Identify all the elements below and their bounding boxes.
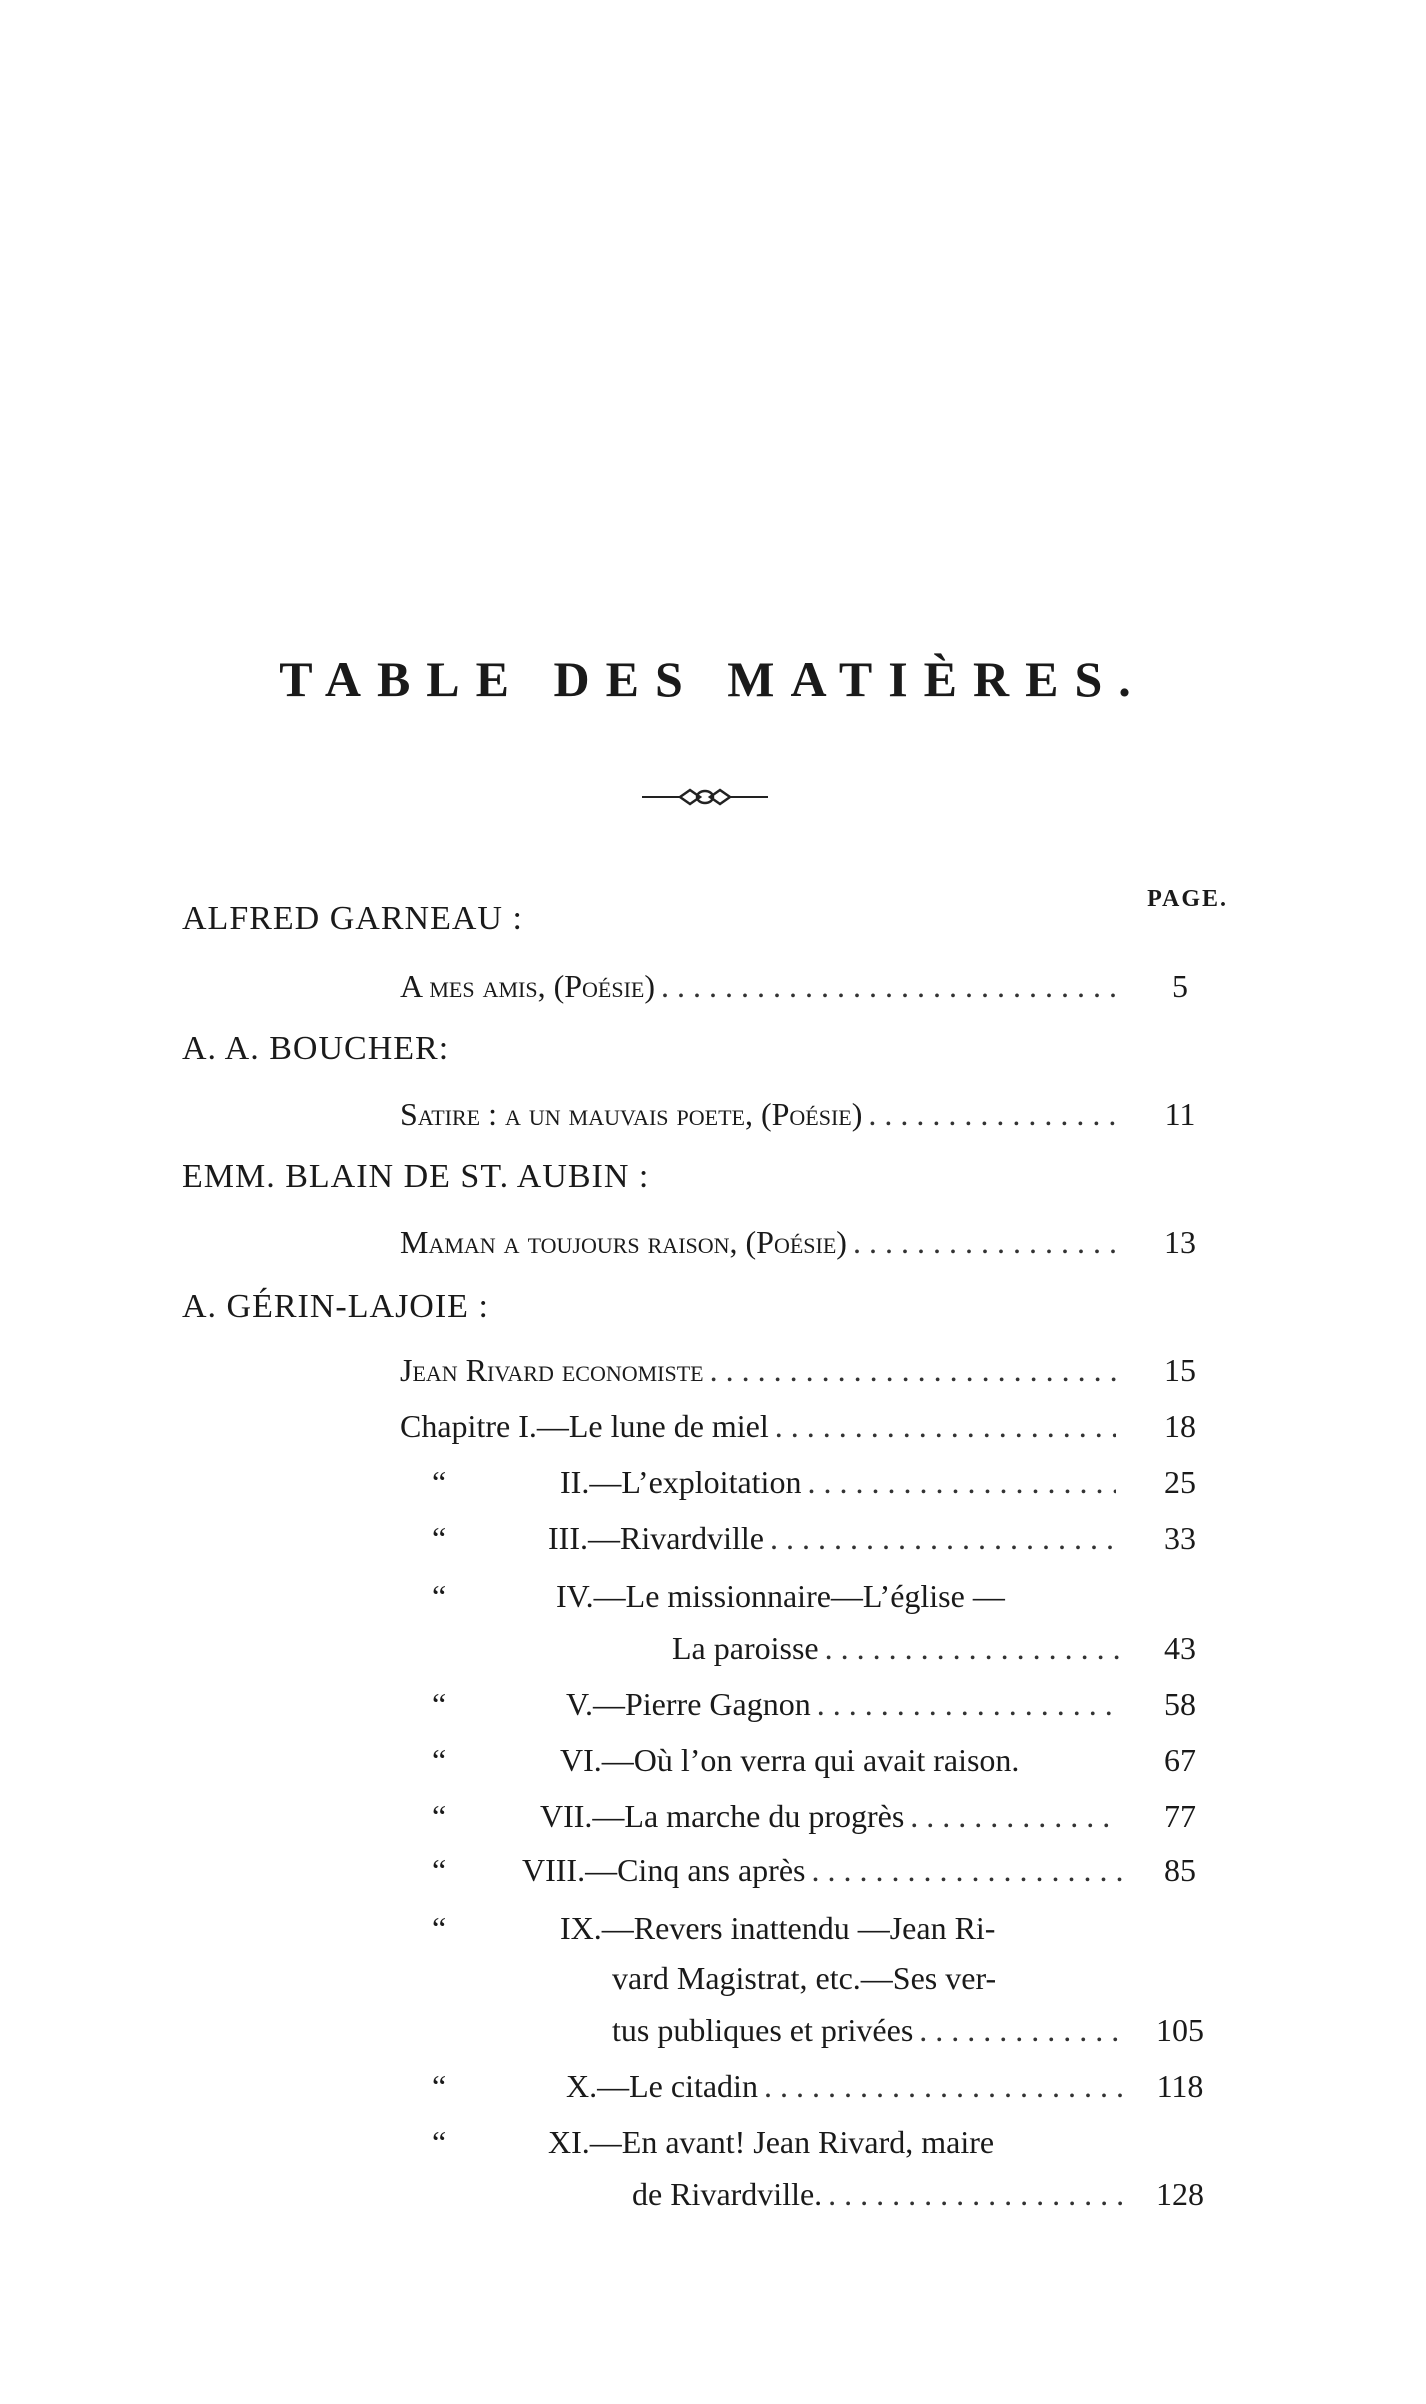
entry-page-number: 43	[1164, 1630, 1196, 1666]
ornament-divider-icon	[640, 786, 770, 808]
chapter-title-line: vard Magistrat, etc.—Ses ver-	[612, 1960, 997, 1996]
entry-page-number: 128	[1156, 2176, 1204, 2212]
chapter-title: —Rivardville	[587, 1520, 764, 1556]
ditto-mark: “	[432, 1578, 447, 1614]
entry-page-number: 105	[1156, 2012, 1204, 2048]
entry-page-number: 118	[1156, 2068, 1204, 2104]
dot-leader	[919, 2012, 1128, 2049]
page-title: TABLE DES MATIÈRES.	[279, 651, 1147, 707]
chapter-title-line: tus publiques et privées	[612, 2012, 914, 2048]
chapter-title: —Où l’on verra qui avait raison.	[601, 1742, 1020, 1778]
chapter-title: —Pierre Gagnon	[592, 1686, 811, 1722]
author-heading: EMM. BLAIN DE ST. AUBIN :	[182, 1158, 650, 1195]
dot-leader	[807, 1464, 1116, 1501]
chapter-entry	[560, 1464, 1116, 1501]
ditto-mark: “	[432, 1852, 447, 1888]
chapter-title: —Revers inattendu —Jean Ri-	[601, 1910, 996, 1946]
page-column-header: PAGE.	[1147, 886, 1228, 912]
chapter-number: V.	[566, 1686, 593, 1722]
chapter-number: II.	[560, 1464, 590, 1500]
chapter-title: —En avant! Jean Rivard, maire	[589, 2124, 995, 2160]
chapter-entry	[548, 2124, 1138, 2161]
dot-leader	[910, 1798, 1116, 1835]
chapter-title: —Le missionnaire—L’église —	[593, 1578, 1005, 1614]
dot-leader	[710, 1352, 1116, 1389]
entry-page-number: 77	[1164, 1798, 1196, 1834]
chapter-title-continued	[612, 2012, 1128, 2049]
dot-leader	[770, 1520, 1116, 1557]
entry-page-number: 18	[1164, 1408, 1196, 1444]
entry-page-number: 33	[1164, 1520, 1196, 1556]
chapter-title: —Le citadin	[597, 2068, 758, 2104]
chapter-title-line: La paroisse	[672, 1630, 819, 1666]
toc-entry	[400, 968, 1116, 1005]
chapter-title: —La marche du progrès	[592, 1798, 905, 1834]
entry-page-number: 85	[1164, 1852, 1196, 1888]
entry-title: A mes amis, (Poésie)	[400, 968, 656, 1004]
chapter-title: —L’exploitation	[589, 1464, 802, 1500]
ditto-mark: “	[432, 1686, 447, 1722]
ditto-mark: “	[432, 2068, 447, 2104]
entry-title: Satire : a un mauvais poete, (Poésie)	[400, 1096, 863, 1132]
chapter-number: IV.	[556, 1578, 594, 1614]
ditto-mark: “	[432, 1464, 447, 1500]
toc-entry	[400, 1408, 1116, 1445]
ditto-mark: “	[432, 1910, 447, 1946]
chapter-entry	[566, 2068, 1128, 2105]
author-heading: A. GÉRIN-LAJOIE :	[182, 1288, 489, 1325]
toc-entry	[400, 1224, 1116, 1261]
entry-page-number: 58	[1164, 1686, 1196, 1722]
dot-leader	[825, 1630, 1128, 1667]
chapter-number: VI.	[560, 1742, 602, 1778]
toc-entry	[400, 1352, 1116, 1389]
chapter-number: X.	[566, 2068, 598, 2104]
chapter-title-continued	[612, 1960, 996, 1997]
entry-page-number: 11	[1164, 1096, 1196, 1132]
chapter-number: IX.	[560, 1910, 602, 1946]
author-heading: ALFRED GARNEAU :	[182, 900, 523, 937]
chapter-title: —Cinq ans après	[585, 1852, 806, 1888]
chapter-number: VIII.	[522, 1852, 586, 1888]
dot-leader	[817, 1686, 1116, 1723]
dot-leader	[775, 1408, 1116, 1445]
entry-page-number: 5	[1172, 968, 1188, 1004]
chapter-number: III.	[548, 1520, 588, 1556]
chapter-entry	[566, 1686, 1116, 1723]
chapter-number: XI.	[548, 2124, 590, 2160]
dot-leader	[868, 1096, 1116, 1133]
dot-leader	[853, 1224, 1116, 1261]
ditto-mark: “	[432, 1742, 447, 1778]
chapter-entry	[548, 1520, 1116, 1557]
dot-leader	[811, 1852, 1128, 1889]
dot-leader	[764, 2068, 1128, 2105]
chapter-title-continued	[672, 1630, 1128, 1667]
entry-title: Chapitre I.—Le lune de miel	[400, 1408, 769, 1444]
chapter-entry	[556, 1578, 1136, 1615]
toc-entry	[400, 1096, 1116, 1133]
entry-page-number: 15	[1164, 1352, 1196, 1388]
author-heading: A. A. BOUCHER:	[182, 1030, 450, 1067]
ditto-mark: “	[432, 2124, 447, 2160]
entry-title: Jean Rivard economiste	[400, 1352, 704, 1388]
chapter-entry	[560, 1910, 1140, 1947]
entry-page-number: 13	[1164, 1224, 1196, 1260]
entry-title: Maman a toujours raison, (Poésie)	[400, 1224, 847, 1260]
ditto-mark: “	[432, 1798, 447, 1834]
chapter-entry	[540, 1798, 1116, 1835]
dot-leader	[828, 2176, 1128, 2213]
dot-leader	[661, 968, 1116, 1005]
ditto-mark: “	[432, 1520, 447, 1556]
chapter-number: VII.	[540, 1798, 593, 1834]
entry-page-number: 67	[1164, 1742, 1196, 1778]
chapter-title-line: de Rivardville.	[632, 2176, 823, 2212]
entry-page-number: 25	[1164, 1464, 1196, 1500]
chapter-entry	[522, 1852, 1128, 1889]
chapter-entry	[560, 1742, 1140, 1779]
chapter-title-continued	[632, 2176, 1128, 2213]
